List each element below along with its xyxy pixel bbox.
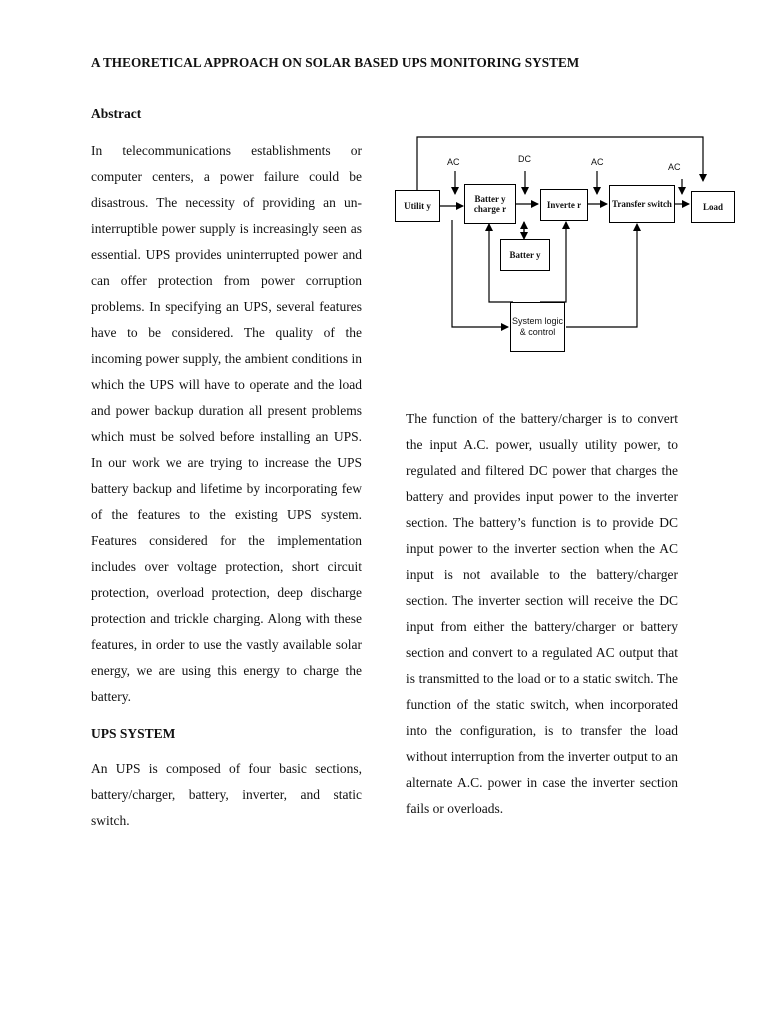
battery-charger-description: The function of the battery/charger is to convert the input A.C. power, usually utility power, to regulated and filtered DC power that charges the battery and provides input power to the inverter section. The battery’s function is to provide DC input power to the inverter section when the AC input is not available to the battery/charger section. The inverter section will receive the DC input from either the battery/charger or battery section and convert to a regulated AC output that is transmitted to the load or to a static switch. The function of the static switch, when incorporated into the configuration, is to transfer the load without interruption from the inverter output to an alternate A.C. power in case the inverter section fails or overloads. [406,411,678,816]
label-ac-utility: AC [447,157,460,167]
inverter-box: Inverte r [540,189,588,221]
abstract-text: In telecommunications establishments or computer centers, a power failure could be disastrous. The necessity of providing an un-interruptible power supply is increasingly seen as essential. UPS provides uninterrupted power and can offer protection from power corruption problems. In specifying an UPS, several features have to be considered. The quality of the incoming power supply, the ambient conditions in which the UPS will have to operate and the load and power backup duration all present problems which must be solved before installing an UPS. In our work we are trying to increase the UPS battery backup and lifetime by incorporating few of the features to the existing UPS system. Features considered for the implementation includes over voltage protection, short circuit protection, overload protection, deep discharge protection and trickle charging. Along with these features, in order to use the vastly available solar energy, we are using this energy to charge the battery. [91,143,362,704]
utility-box: Utilit y [395,190,440,222]
transfer-switch-box: Transfer switch [609,185,675,223]
label-ac-load: AC [668,162,681,172]
page-title: A THEORETICAL APPROACH ON SOLAR BASED UPS MONITORING SYSTEM [91,55,580,70]
ups-system-heading: UPS SYSTEM [91,726,176,741]
battery-charger-box: Batter y charge r [464,184,516,224]
right-column [406,406,678,822]
load-box: Load [691,191,735,223]
system-logic-box: System logic & control [510,302,565,352]
battery-box: Batter y [500,239,550,271]
label-ac-inverter: AC [591,157,604,167]
label-dc: DC [518,154,531,164]
ups-block-diagram [390,132,750,362]
abstract-heading: Abstract [91,106,142,121]
left-column [91,104,362,834]
diagram-connectors [390,132,750,362]
ups-system-text: An UPS is composed of four basic sections, battery/charger, battery, inverter, and static switch. [91,761,362,828]
